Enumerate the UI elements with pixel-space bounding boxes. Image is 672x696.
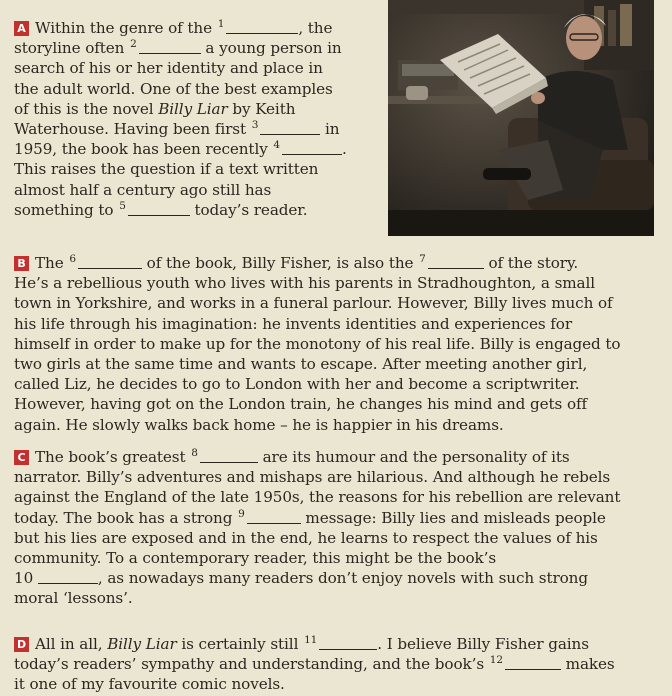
paragraph-c-line-3: against the England of the late 1950s, the reasons for his rebellion are relevant (14, 488, 621, 507)
photo-illustration (388, 0, 654, 236)
text: of the book, Billy Fisher, is also the (146, 254, 414, 272)
text: is certainly still (181, 635, 299, 653)
paragraph-b-line-2: He’s a rebellious youth who lives with his parents in Stradhoughton, a small (14, 274, 596, 293)
text: of this is the novel (14, 99, 154, 118)
paragraph-a-line-9: almost half a century ago still has (14, 180, 272, 199)
gap-blank-2[interactable] (139, 39, 201, 54)
paragraph-c-line-6: community. To a contemporary reader, this might be the book’s (14, 549, 497, 568)
gap-number-10: 10 (14, 569, 34, 588)
paragraph-b-line-5: himself in order to make up for the monotony of his real life. Billy is engaged to (14, 334, 621, 353)
gap-number-4: 4 (273, 139, 281, 152)
text: Waterhouse. Having been first (14, 120, 246, 139)
gap-number-3: 3 (251, 119, 259, 132)
book-title: Billy Liar (158, 99, 228, 118)
text: 1959, the book has been recently (14, 140, 268, 159)
gap-blank-5[interactable] (128, 201, 190, 216)
gap-blank-7[interactable] (428, 254, 484, 269)
gap-blank-11[interactable] (319, 635, 377, 650)
paragraph-d-line-1 (14, 634, 615, 654)
text: Within the genre of the (35, 19, 212, 37)
paragraph-a-line-8: This raises the question if a text written (14, 160, 319, 179)
paragraph-a-line-10 (14, 200, 347, 220)
text: , as nowadays many readers don’t enjoy novels with such strong (97, 569, 588, 588)
gap-number-5: 5 (119, 199, 126, 212)
text: a young person in (205, 39, 342, 58)
text: today. The book has a strong (14, 508, 233, 527)
text: of the story. (488, 254, 579, 272)
paragraph-d (14, 634, 615, 695)
gap-blank-12[interactable] (505, 655, 561, 670)
paragraph-badge-c: C (14, 450, 29, 465)
text: . I believe Billy Fisher gains (377, 635, 589, 653)
gap-number-7: 7 (419, 253, 426, 265)
paragraph-c-line-1 (14, 447, 620, 467)
author-reading-newspaper-photo (388, 0, 654, 236)
paragraph-a-line-6 (14, 119, 347, 139)
paragraph-a-line-4: the adult world. One of the best examples (14, 79, 333, 98)
gap-blank-6[interactable] (78, 254, 142, 269)
paragraph-b (14, 253, 620, 435)
gap-number-12: 12 (489, 654, 503, 667)
paragraph-a-line-2 (14, 38, 347, 58)
paragraph-c-line-4 (14, 508, 620, 528)
gap-number-2: 2 (130, 38, 137, 51)
paragraph-a-line-1 (14, 18, 347, 38)
paragraph-b-line-3: town in Yorkshire, and works in a funeral parlour. However, Billy lives much of (14, 294, 613, 313)
text: , the (298, 19, 333, 37)
paragraph-badge-d: D (14, 637, 29, 652)
text: by Keith (232, 99, 296, 118)
paragraph-a-line-7 (14, 139, 347, 159)
paragraph-b-line-7: called Liz, he decides to go to London with her and become a scriptwriter. (14, 375, 580, 394)
paragraph-c-line-2: narrator. Billy’s adventures and mishaps are hilarious. And although he rebels (14, 468, 611, 487)
book-title: Billy Liar (107, 635, 177, 653)
text: The (35, 254, 64, 272)
paragraph-a (14, 18, 347, 220)
paragraph-c (14, 447, 620, 609)
text: The book’s greatest (35, 448, 186, 466)
paragraph-c-line-8: moral ‘lessons’. (14, 589, 133, 608)
text: in (325, 120, 340, 139)
gap-blank-4[interactable] (282, 140, 342, 155)
paragraph-a-line-5 (14, 99, 347, 119)
paragraph-b-line-6: two girls at the same time and wants to escape. After meeting another girl, (14, 355, 588, 374)
text: are its humour and the personality of its (262, 448, 570, 466)
gap-blank-1[interactable] (226, 19, 298, 34)
paragraph-d-line-3: it one of my favourite comic novels. (14, 675, 285, 694)
paragraph-c-line-7 (14, 568, 620, 588)
gap-blank-9[interactable] (247, 509, 301, 524)
text: something to (14, 200, 114, 219)
text: today’s readers’ sympathy and understanding, and the book’s (14, 655, 485, 674)
paragraph-c-line-5: but his lies are exposed and in the end, he learns to respect the values of his (14, 528, 598, 547)
gap-blank-8[interactable] (200, 448, 258, 463)
gap-number-9: 9 (238, 507, 245, 520)
paragraph-b-line-1 (14, 253, 620, 273)
text: makes (565, 655, 615, 674)
text: message: Billy lies and misleads people (305, 508, 606, 527)
paragraph-b-line-4: his life through his imagination: he invents identities and experiences for (14, 314, 572, 333)
gap-number-8: 8 (191, 447, 198, 459)
gap-number-6: 6 (69, 253, 76, 265)
paragraph-badge-a: A (14, 21, 29, 36)
gap-blank-10[interactable] (38, 569, 98, 584)
paragraph-b-line-9: again. He slowly walks back home – he is happier in his dreams. (14, 415, 504, 434)
text: storyline often (14, 39, 125, 58)
paragraph-b-line-8: However, having got on the London train, he changes his mind and gets off (14, 395, 588, 414)
text: . (342, 140, 347, 159)
paragraph-d-line-2 (14, 654, 615, 674)
gap-number-11: 11 (304, 634, 318, 646)
paragraph-badge-b: B (14, 256, 29, 271)
text: today’s reader. (194, 200, 308, 219)
paragraph-a-line-3: search of his or her identity and place in (14, 59, 323, 78)
text: All in all, (35, 635, 103, 653)
gap-number-1: 1 (217, 18, 225, 30)
gap-blank-3[interactable] (260, 120, 320, 135)
